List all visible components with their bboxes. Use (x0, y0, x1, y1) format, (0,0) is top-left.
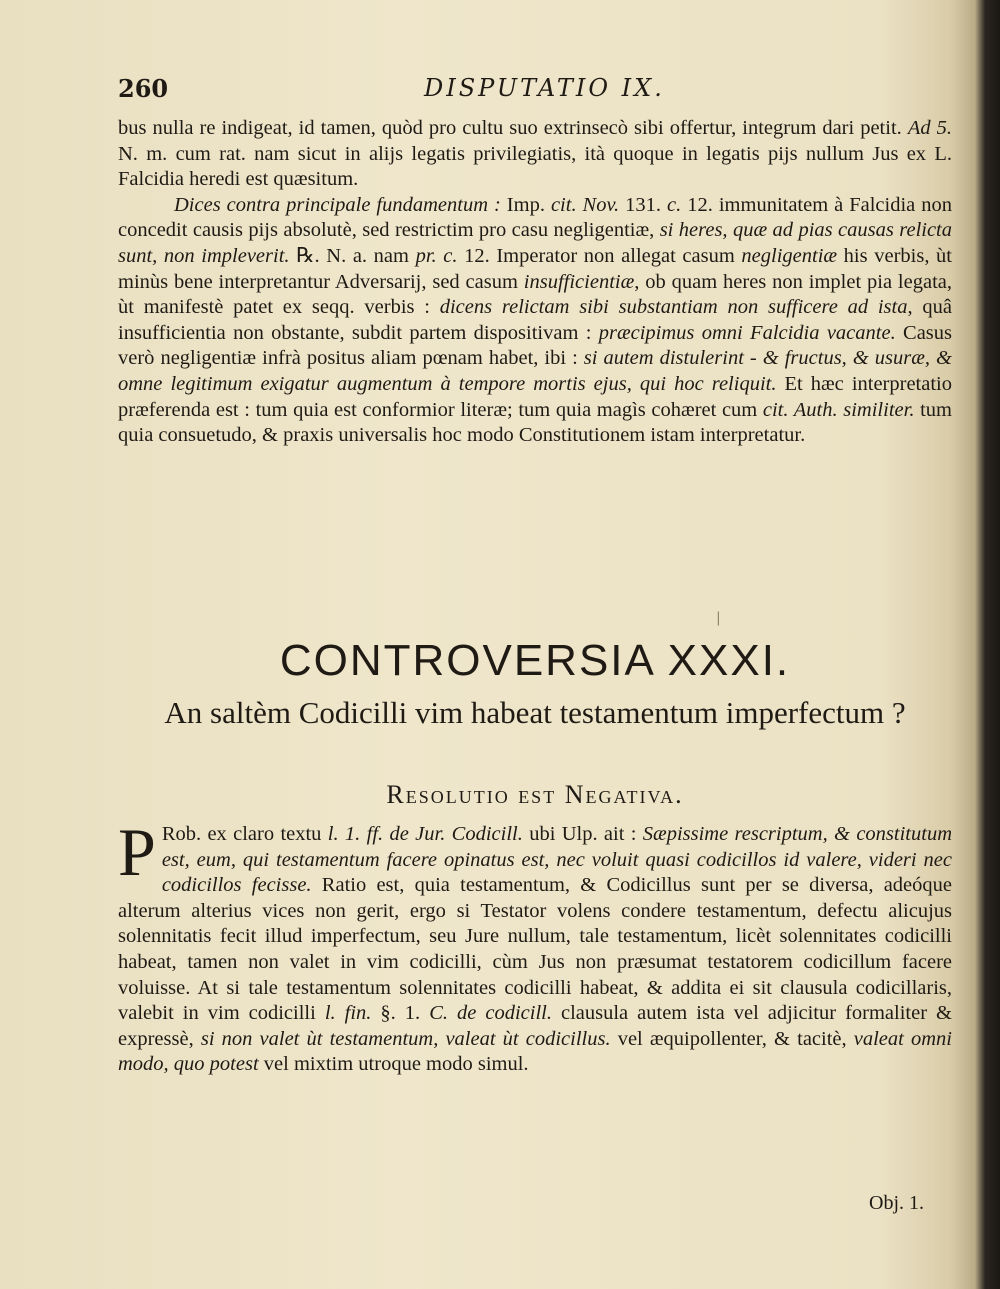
controversy-title: CONTROVERSIA XXXI. (279, 636, 791, 685)
controversy-question: An saltèm Codicilli vim habeat testamentum imperfectum ? (164, 695, 906, 730)
running-head (118, 74, 948, 108)
catchword: Obj. 1. (869, 1192, 924, 1214)
body-text (118, 116, 952, 449)
drop-cap: P (118, 814, 156, 890)
section-text: P Rob. ex claro textu l. 1. ff. de Jur. Codicill. ubi Ulp. ait : Sæpissime rescriptum, & constitutum est, eum, qui testamentum facere opinatus est, nec voluit quasi codicillos id valere, videri nec codicillos fecisse. Ratio est, quia testamentum, & Codicillus sunt per se diversa, adeóque alterum alterius vices non gerit, ergo si Testator volens condere testamentum, defectu alicujus solennitatis fecit illud imperfectum, seu Jure nullum, tale testamentum, licèt solennitates codicilli habeat, tamen non valet in vim codicilli, cùm Jus non præsumat testatorem codicillum facere voluisse. At si tale testamentum solennitates codicilli habeat, & addita ei sit clausula codicillaris, valebit in vim codicilli l. fin. §. 1. C. de codicill. clausula autem ista vel adjicitur formaliter & expressè, si non valet ùt testamentum, valeat ùt codicillus. vel æquipollenter, & tacitè, valeat omni modo, quo potest vel mixtim utroque modo simul. (118, 814, 952, 1076)
controversy-resolution: Resolutio est Negativa. (386, 780, 684, 809)
paragraph-continuation: bus nulla re indigeat, id tamen, quòd pro cultu suo extrinsecò sibi offertur, integrum dari petit. Ad 5. N. m. cum rat. nam sicut in alijs legatis privilegiatis, ità quoque in legatis pijs nullum Jus ex L. Falcidia heredi est quæsitum. (118, 117, 952, 191)
print-mark: | (716, 610, 721, 626)
page-number: 260 (118, 74, 169, 103)
paragraph-objection: Dices contra principale fundamentum : Imp. cit. Nov. 131. c. 12. immunitatem à Falcidia non concedit causis pijs absolutè, sed restrictim pro casu negligentiæ, si heres, quæ ad pias causas relicta sunt, non impleverit. ℞. N. a. nam pr. c. 12. Imperator non allegat casum negligentiæ his verbis, ùt minùs bene interpretantur Adversarij, sed casum insufficientiæ, ob quam heres non implet pia legata, ùt manifestè patet ex seqq. verbis : dicens relictam sibi substantiam non sufficere ad ista, quâ insufficientia non obstante, subdit partem dispositivam : præcipimus omni Falcidia vacante. Casus verò negligentiæ infrà positus aliam pœnam habet, ibi : si autem distulerint - & fructus, & usuræ, & omne legitimum exigatur augmentum à tempore mortis ejus, qui hoc reliquit. Et hæc interpretatio præferenda est : tum quia est conformior literæ; tum quia magìs cohæret cum cit. Auth. similiter. tum quia consuetudo, & praxis universalis hoc modo Constitutionem istam interpretatur. (118, 193, 953, 447)
running-title: DISPUTATIO IX. (424, 74, 665, 102)
